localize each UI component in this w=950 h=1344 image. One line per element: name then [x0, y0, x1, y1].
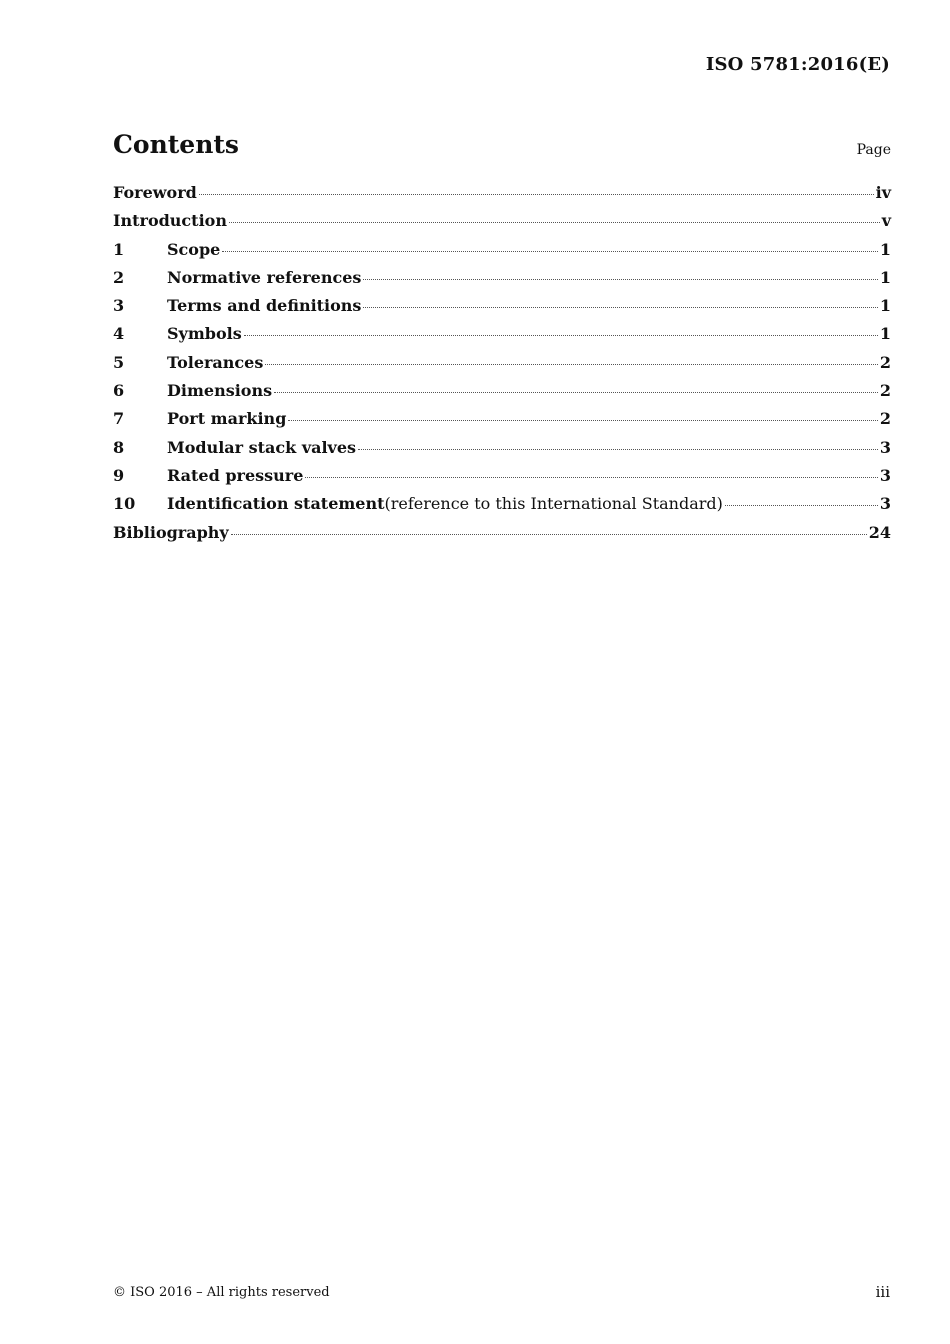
toc-entry[interactable] [113, 240, 891, 268]
toc-dot-leader [222, 251, 878, 252]
toc-dot-leader [274, 392, 878, 393]
toc-entry-title: Introduction [113, 211, 227, 231]
toc-dot-leader [265, 364, 878, 365]
toc-entry-title: Modular stack valves [167, 437, 357, 457]
toc-entry-page: 2 [879, 381, 891, 401]
toc-entry[interactable] [113, 523, 891, 551]
toc-entry-page: 3 [879, 494, 891, 514]
toc-entry-title: Rated pressure [167, 465, 304, 485]
toc-entry-page: 1 [879, 267, 891, 287]
toc-entry[interactable] [113, 409, 891, 437]
toc-entry-title: Terms and definitions [167, 296, 362, 316]
toc-dot-leader [229, 222, 880, 223]
toc-entry-title: Foreword [113, 183, 197, 202]
toc-entry-title: Port marking [167, 409, 287, 429]
toc-entry-page: 1 [879, 324, 891, 344]
toc-entry-number: 9 [113, 465, 125, 485]
toc-entry[interactable] [113, 381, 891, 409]
toc-entry-subtitle: (reference to this International Standard) [384, 494, 723, 514]
toc-entry[interactable] [113, 324, 891, 352]
toc-entry[interactable] [113, 438, 891, 466]
toc-entry[interactable] [113, 211, 891, 239]
toc-entry[interactable] [113, 268, 891, 296]
toc-entry-title: Symbols [167, 324, 242, 344]
table-of-contents [113, 183, 891, 551]
page-column-label: Page [856, 142, 891, 158]
toc-entry-number: 7 [113, 409, 125, 429]
page-title: Contents [113, 130, 240, 159]
toc-entry-number: 1 [113, 239, 125, 259]
toc-entry-title: Tolerances [167, 352, 264, 372]
toc-entry-title: Dimensions [167, 381, 273, 401]
toc-entry-page: 1 [879, 239, 891, 259]
footer-copyright: © ISO 2016 – All rights reserved [113, 1285, 330, 1300]
toc-dot-leader [358, 449, 878, 450]
toc-entry-title: Bibliography [113, 522, 229, 542]
toc-entry-page: 3 [879, 437, 891, 457]
toc-entry-title: Identification statement [167, 494, 385, 514]
toc-entry-page: 1 [879, 296, 891, 316]
toc-entry-page: iv [875, 183, 891, 202]
toc-entry[interactable] [113, 183, 891, 211]
toc-dot-leader [231, 534, 867, 535]
toc-dot-leader [305, 477, 877, 478]
toc-entry-page: 2 [879, 409, 891, 429]
toc-entry-number: 2 [113, 267, 125, 287]
toc-dot-leader [199, 194, 874, 195]
toc-dot-leader [725, 505, 878, 506]
toc-entry-page: 2 [879, 352, 891, 372]
toc-entry-number: 6 [113, 381, 125, 401]
toc-entry-number: 8 [113, 437, 125, 457]
toc-entry-page: v [881, 211, 891, 231]
toc-dot-leader [288, 420, 877, 421]
toc-dot-leader [363, 307, 877, 308]
toc-entry[interactable] [113, 296, 891, 324]
toc-entry[interactable] [113, 353, 891, 381]
toc-dot-leader [363, 279, 877, 280]
toc-entry-title: Normative references [167, 267, 362, 287]
toc-entry-page: 24 [868, 522, 891, 542]
document-code: ISO 5781:2016(E) [705, 54, 890, 75]
toc-entry-page: 3 [879, 465, 891, 485]
contents-header [113, 130, 891, 170]
toc-entry-number: 10 [113, 494, 136, 514]
toc-entry-number: 4 [113, 324, 125, 344]
toc-entry[interactable] [113, 494, 891, 522]
toc-entry[interactable] [113, 466, 891, 494]
toc-dot-leader [244, 335, 878, 336]
toc-entry-number: 5 [113, 352, 125, 372]
toc-entry-title: Scope [167, 239, 221, 259]
toc-entry-number: 3 [113, 296, 125, 316]
footer-page-number: iii [875, 1283, 890, 1301]
